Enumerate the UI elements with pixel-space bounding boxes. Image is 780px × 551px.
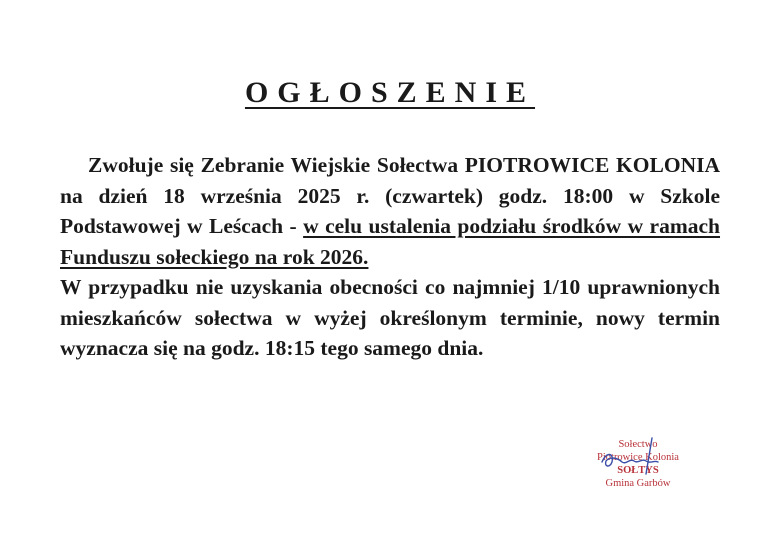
title-text: OGŁOSZENIE [244, 76, 536, 109]
paragraph-quorum: W przypadku nie uzyskania obecności co najmniej 1/10 uprawnionych mieszkańców sołectwa w wyżej określonym terminie, nowy termin wyznacza się na godz. 18:15 tego samego dnia. [60, 275, 720, 360]
official-stamp [588, 438, 688, 490]
paragraph-meeting [60, 150, 720, 272]
stamp-line-2: Piotrowice Kolonia [597, 452, 679, 463]
stamp-line-3: SOŁTYS [617, 465, 659, 476]
announcement-title [0, 76, 780, 110]
stamp-line-4: Gmina Garbów [605, 478, 671, 489]
meeting-text: Zwołuje się Zebranie Wiejskie Sołectwa PIOTROWICE KOLONIA na dzień 18 września 2025 r. (czwartek) godz. 18:00 w Szkole Podstawowej w Leścach - [60, 153, 720, 238]
meeting-purpose: w celu ustalenia podziału środków w ramach Funduszu sołeckiego na rok 2026. [60, 214, 721, 269]
announcement-body [60, 150, 720, 364]
stamp-line-1: Sołectwo [618, 439, 658, 450]
